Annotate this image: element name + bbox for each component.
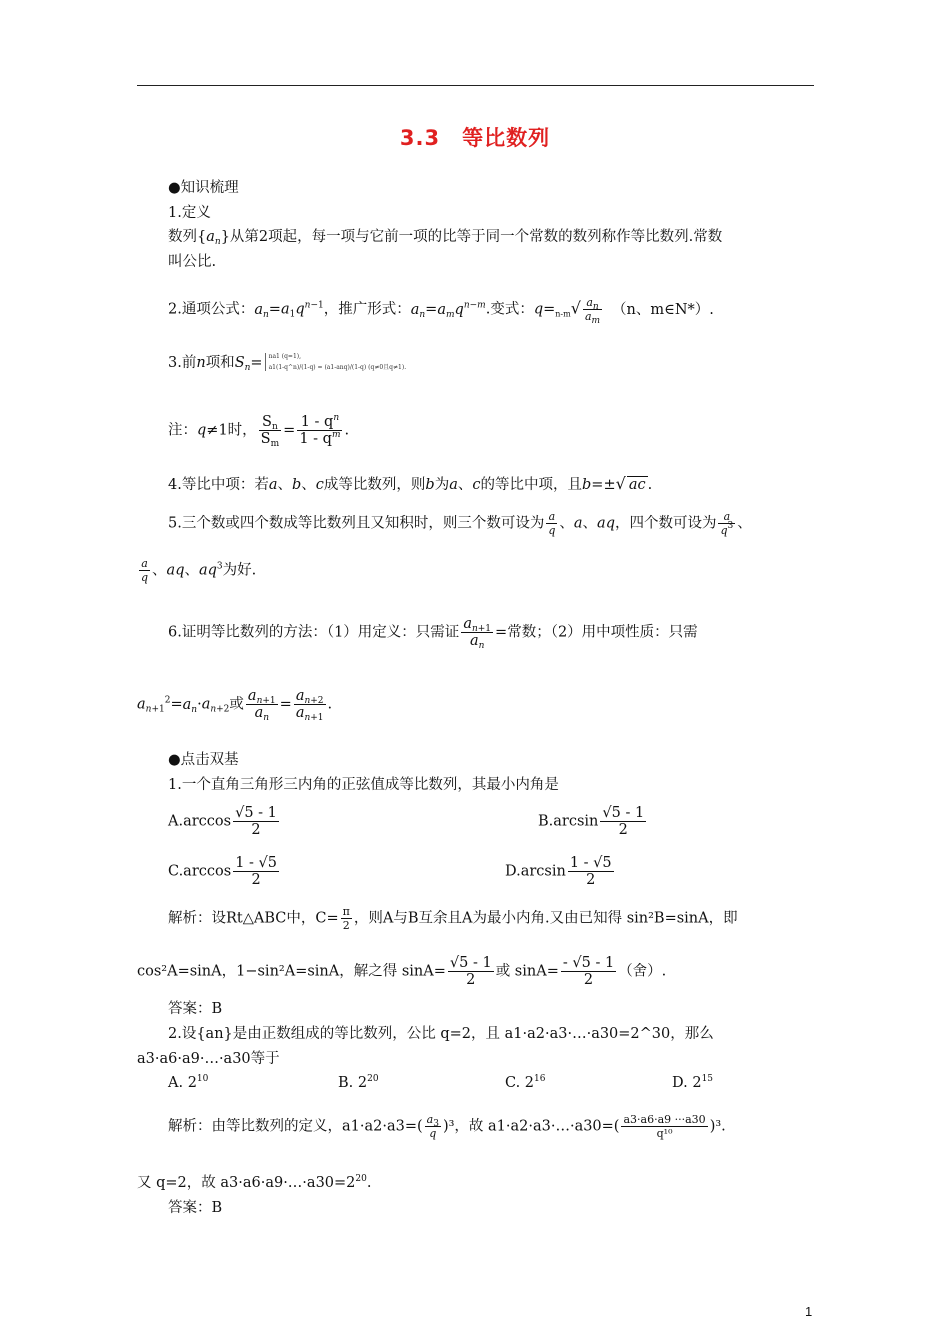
question-2-solution: 解析：由等比数列的定义，a1·a2·a3=( $\frac{a_3}{q}$ )³，故 a1·a2·a3·…·a30=( $\frac{a3\cdot a6\cdot a9 \cdot\cdot\cdot a30}{\text{q¹⁰}}$ )³. (168, 1113, 726, 1140)
question-1-answer: 答案：B (168, 1001, 223, 1017)
question-2-stem-2: a3·a6·a9·…·a30等于 (137, 1051, 280, 1067)
question-1-solution-2: cos²A=sinA，1−sin²A=sinA，解之得 sinA= $\frac{√5 - 1}{2}$ 或 sinA= $\frac{- √5 - 1}{2}$ （舍）. (137, 955, 667, 988)
header-rule (137, 85, 814, 86)
question-2-option-b: B. $2^{20}$ (338, 1074, 379, 1091)
section-heading-knowledge: ●知识梳理 (168, 180, 239, 196)
geometric-mean-line: 4.等比中项：若a、b、c成等比数列，则b为a、c的等比中项，且b=±√ ac . (168, 474, 653, 493)
page-number: 1 (805, 1304, 813, 1319)
proof-method-line: 6.证明等比数列的方法：（1）用定义：只需证 $\frac{a_{n+1}}{a_n}$ =常数；（2）用中项性质：只需 (168, 616, 698, 651)
question-1-option-c: C.arccos $\frac{1 - √5}{2}$ (168, 855, 277, 888)
question-2-solution-2: 又 q=2，故 $a3\cdot a6\cdot a9\cdot\dots\cdot a30=2^{20}$. (137, 1174, 372, 1191)
question-1-option-d: D.arcsin $\frac{1 - √5}{2}$ (505, 855, 612, 888)
question-2-answer: 答案：B (168, 1200, 223, 1216)
question-1-option-b: B.arcsin $\frac{√5 - 1}{2}$ (538, 805, 645, 838)
question-2-option-c: C. $2^{16}$ (505, 1074, 546, 1091)
question-2-option-d: D. $2^{15}$ (672, 1074, 714, 1091)
note-line: 注：q≠1时， $\frac{S_n}{S_m}$ = $\frac{1 - q^n}{1 - q^m}$ . (168, 413, 350, 449)
question-1-solution: 解析：设Rt△ABC中，C= $\frac{\pi}{2}$ ，则A与B互余且A为最小内角.又由已知得 sin²B=sinA，即 (168, 905, 738, 932)
definition-line-2: 叫公比. (168, 254, 217, 270)
general-term-formula: 2.通项公式：$a_n=a_1q^{n-1}$，推广形式：$a_n=a_mq^{n-m}$.变式：$q=_{n-m}√$ $\frac{a_n}{a_m}$ （n、m∈N*）. (168, 296, 714, 326)
definition-line: 数列$\{a_n\}$从第2项起，每一项与它前一项的比等于同一个常数的数列称作等比数列.常数 (168, 229, 723, 247)
three-four-numbers-line: 5.三个数或四个数成等比数列且又知积时，则三个数可设为 $\frac{a}{q}$ 、a、aq，四个数可设为 $\frac{a}{q^3}$ 、 (168, 510, 752, 537)
definition-heading: 1.定义 (168, 205, 211, 221)
proof-method-line-2: $a_{n+1}^2=a_n\cdot a_{n+2}$或 $\frac{a_{n+1}}{a_n}$ = $\frac{a_{n+2}}{a_{n+1}}$ . (137, 688, 333, 723)
question-2-option-a: A. $2^{10}$ (168, 1074, 209, 1091)
page-title: 3.3 等比数列 (399, 126, 551, 150)
sum-formula: 3.前n项和$S_n=$ na1 (q=1), a1(1-q^n)/(1-q) = (a1-anq)/(1-q) (q≠0且q≠1). (168, 353, 407, 373)
three-four-numbers-line-2: $\frac{a}{q}$ 、aq、$aq^3$为好. (141, 557, 257, 584)
question-2-stem: 2.设{an}是由正数组成的等比数列，公比 q=2，且 a1·a2·a3·…·a30=2^30，那么 (168, 1026, 714, 1042)
question-1-option-a: A.arccos $\frac{√5 - 1}{2}$ (168, 805, 277, 838)
section-heading-basics: ●点击双基 (168, 752, 239, 768)
question-1-stem: 1.一个直角三角形三内角的正弦值成等比数列，其最小内角是 (168, 777, 559, 793)
